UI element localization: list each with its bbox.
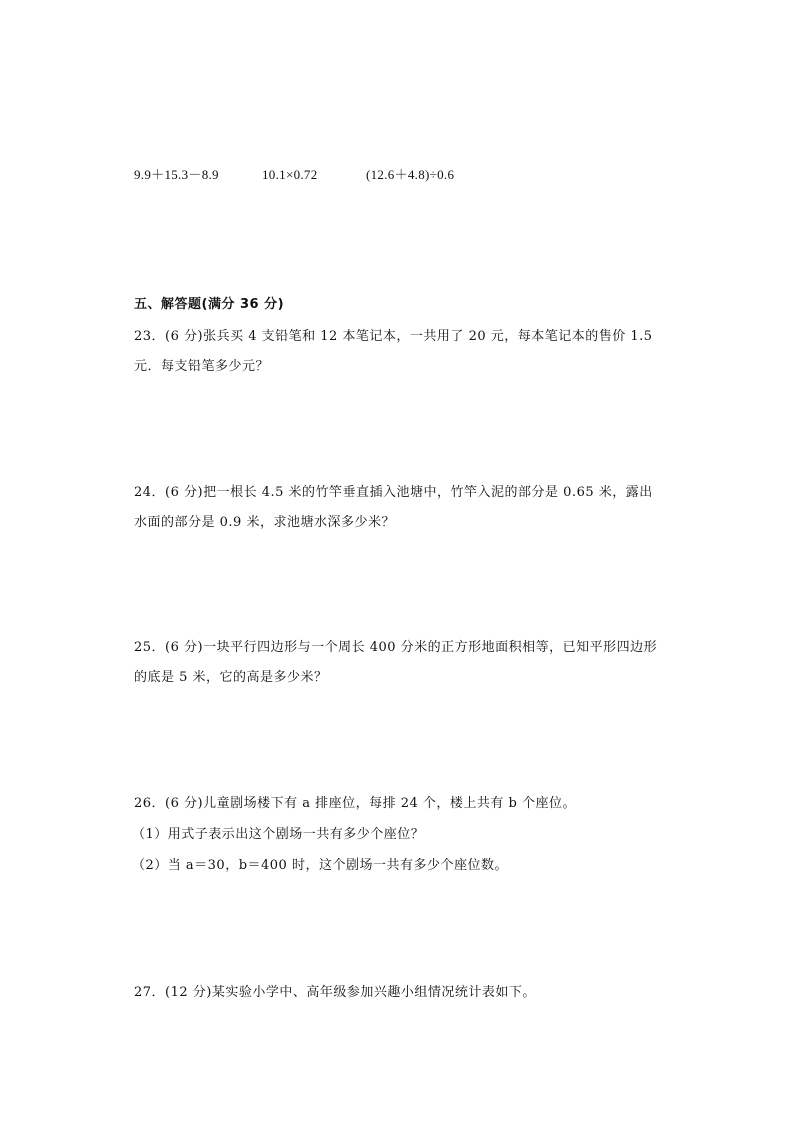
expression-3: (12.6＋4.8)÷0.6 [366,167,455,182]
question-23-line-1: 23．(6 分)张兵买 4 支铅笔和 12 本笔记本，一共用了 20 元，每本笔记本的售价 1.5 [134,329,653,344]
question-26-line-1: 26．(6 分)儿童剧场楼下有 a 排座位，每排 24 个，楼上共有 b 个座位。 [134,796,576,811]
question-26-subquestion-1: （1）用式子表示出这个剧场一共有多少个座位？ [132,827,425,842]
question-26-subquestion-2: （2）当 a＝30，b＝400 时，这个剧场一共有多少个座位数。 [132,858,508,873]
question-25-line-1: 25．(6 分)一块平行四边形与一个周长 400 分米的正方形地面积相等，已知平形四边形 [134,640,658,655]
question-24-line-1: 24．(6 分)把一根长 4.5 米的竹竿垂直插入池塘中，竹竿入泥的部分是 0.65 米，露出 [134,485,653,500]
question-25-line-2: 的底是 5 米，它的高是多少米？ [134,670,328,685]
question-23-line-2: 元．每支铅笔多少元？ [134,359,270,374]
section-heading: 五、解答题(满分 36 分) [134,297,285,312]
expression-2: 10.1×0.72 [262,167,318,182]
question-24-line-2: 水面的部分是 0.9 米，求池塘水深多少米？ [134,515,395,530]
question-27-line-1: 27．(12 分)某实验小学中、高年级参加兴趣小组情况统计表如下。 [134,985,536,1000]
expression-1: 9.9＋15.3－8.9 [134,167,219,182]
